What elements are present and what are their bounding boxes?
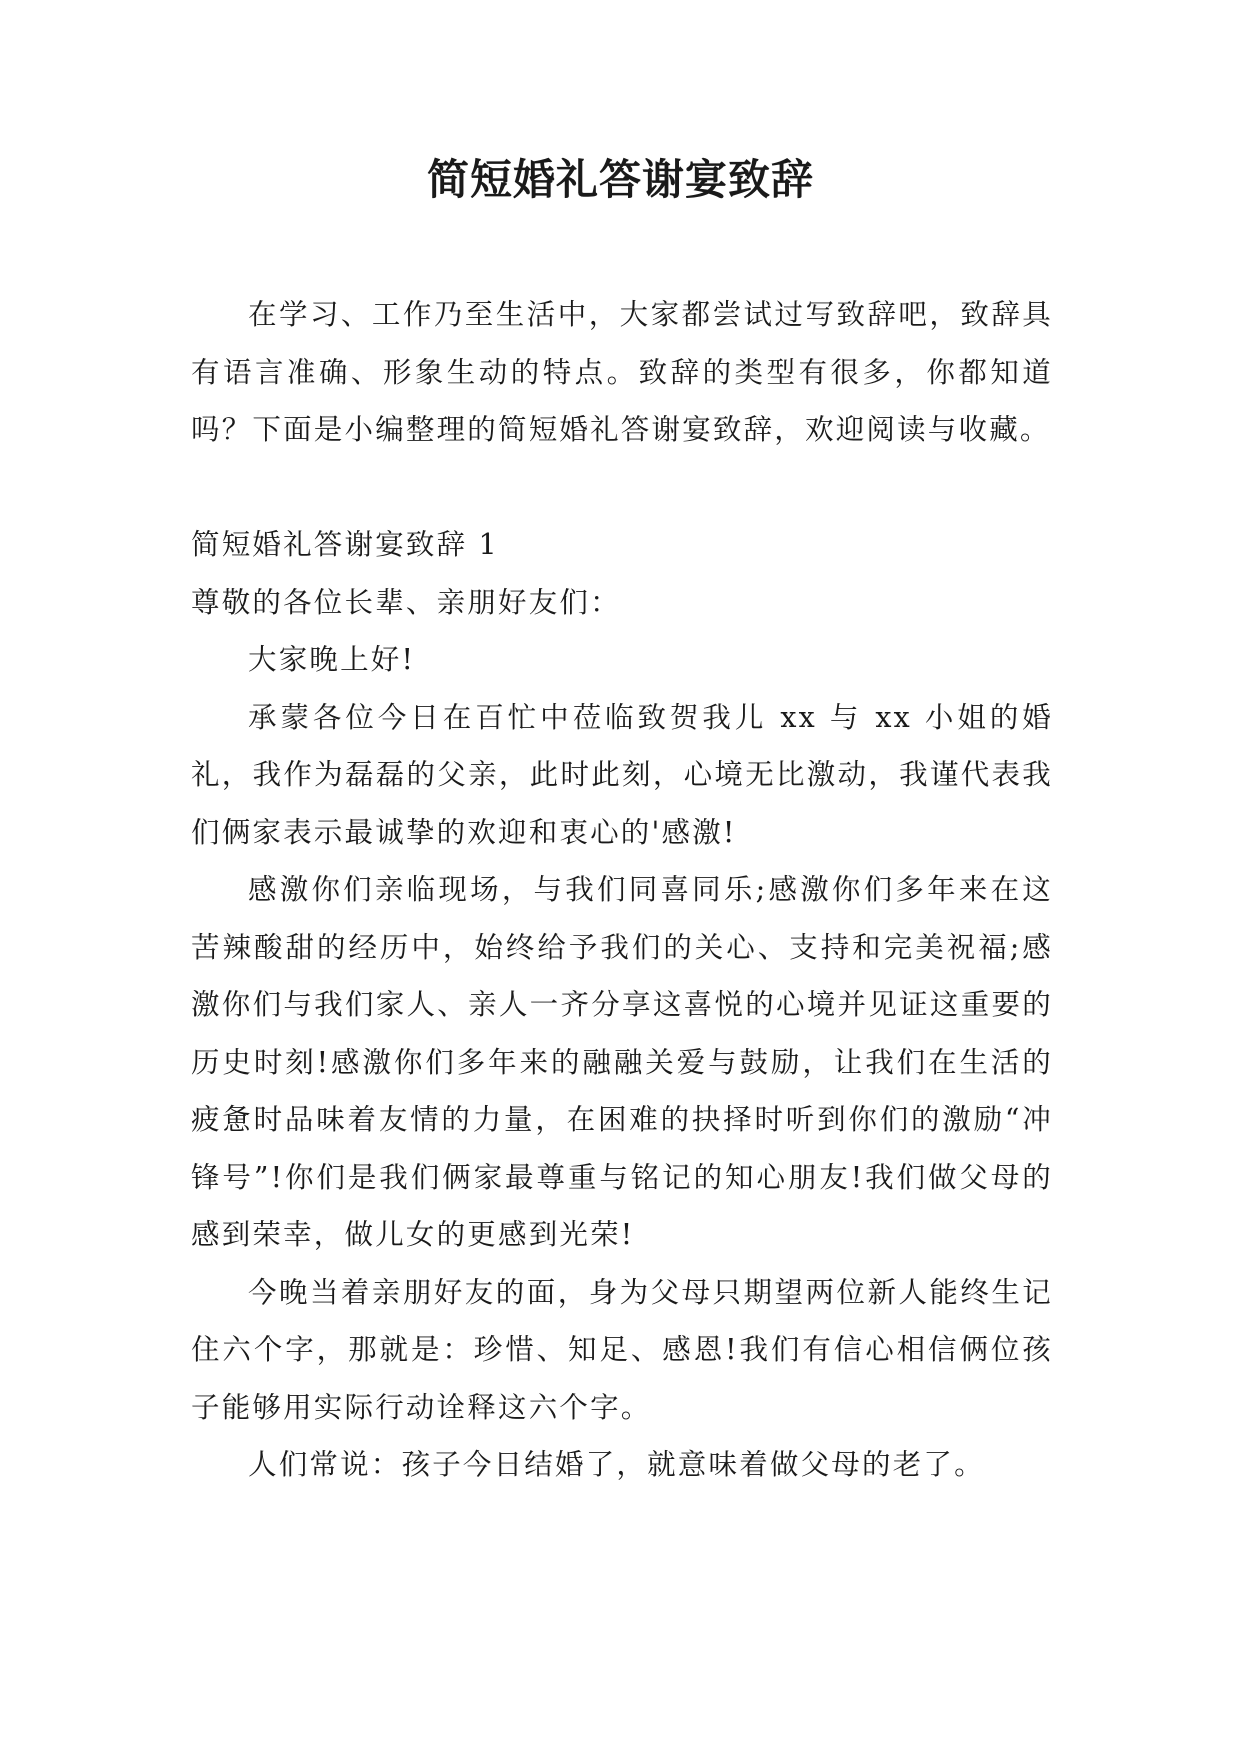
salutation: 尊敬的各位长辈、亲朋好友们： [191,585,621,619]
body-paragraph-2: 感激你们亲临现场，与我们同喜同乐;感激你们多年来在这苦辣酸甜的经历中，始终给予我们的关心、支持和完美祝福;感激你们与我们家人、亲人一齐分享这喜悦的心境并见证这重要的历史时刻!感激你们多年来的融融关爱与鼓励，让我们在生活的疲惫时品味着友情的力量，在困难的抉择时听到你们的激励“冲锋号”!你们是我们俩家最尊重与铭记的知心朋友!我们做父母的感到荣幸，做儿女的更感到光荣! [191,873,1053,1251]
greeting: 大家晚上好! [248,643,416,676]
body-paragraph-1: 承蒙各位今日在百忙中莅临致贺我儿 xx 与 xx 小姐的婚礼，我作为磊磊的父亲，此时此刻，心境无比激动，我谨代表我们俩家表示最诚挚的欢迎和衷心的'感激! [191,700,1053,849]
section-heading: 简短婚礼答谢宴致辞 1 [191,528,499,561]
intro-paragraph: 在学习、工作乃至生活中，大家都尝试过写致辞吧，致辞具有语言准确、形象生动的特点。致辞的类型有很多，你都知道吗？下面是小编整理的简短婚礼答谢宴致辞，欢迎阅读与收藏。 [191,298,1053,446]
body-paragraph-3: 今晚当着亲朋好友的面，身为父母只期望两位新人能终生记住六个字，那就是：珍惜、知足、感恩!我们有信心相信俩位孩子能够用实际行动诠释这六个字。 [191,1275,1053,1424]
body-paragraph-4: 人们常说：孩子今日结婚了，就意味着做父母的老了。 [248,1448,985,1481]
document-title: 简短婚礼答谢宴致辞 [426,155,814,204]
paragraph-spacer [191,459,1053,517]
document-body [191,286,1053,1494]
